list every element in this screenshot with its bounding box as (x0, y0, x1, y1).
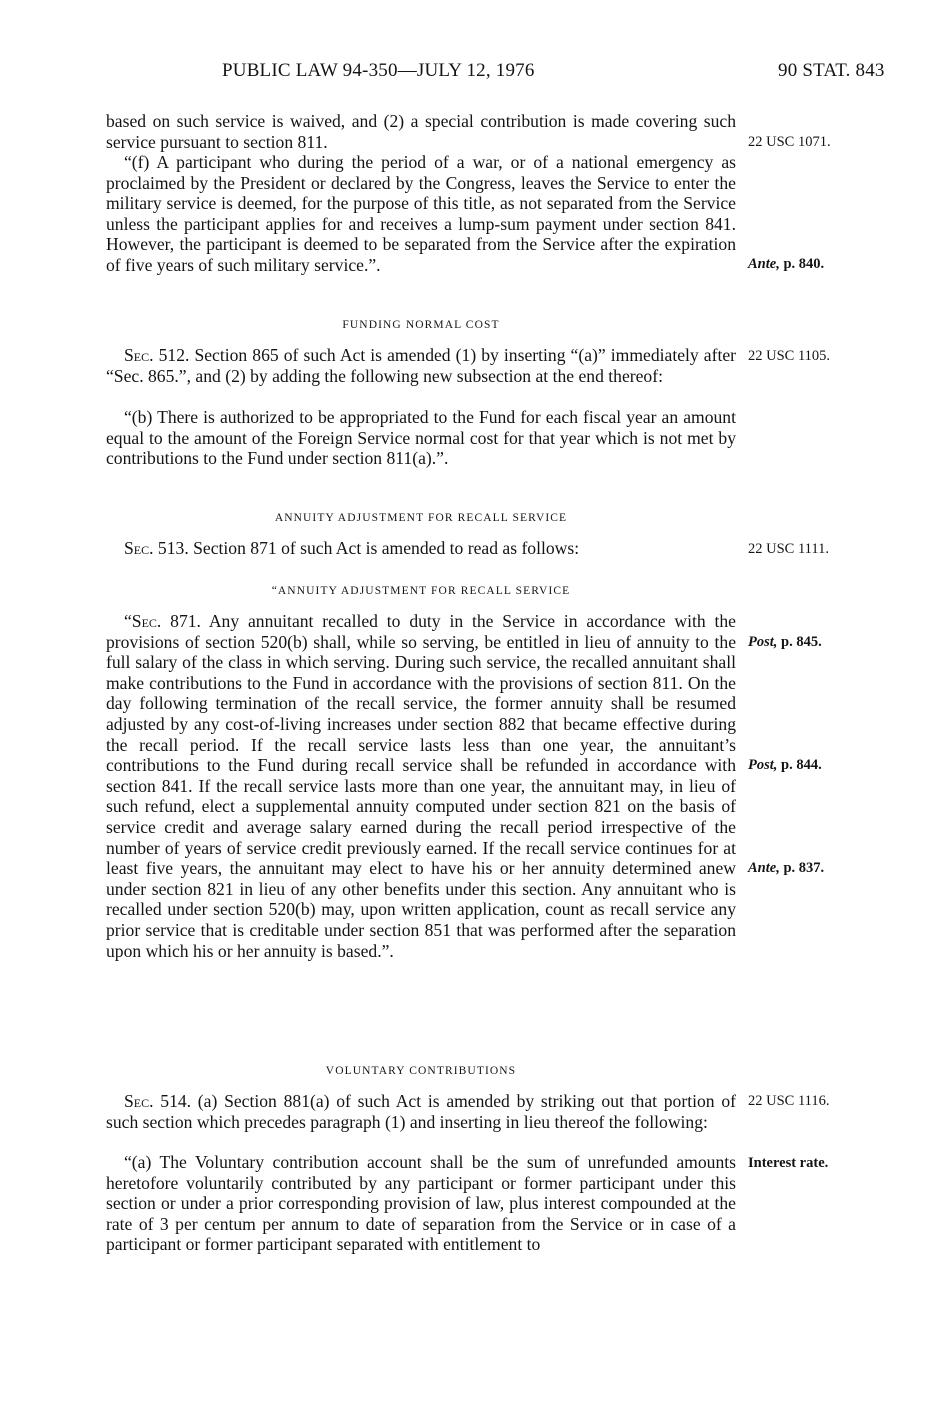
margin-ref-word: Ante, (748, 860, 780, 876)
section-label: Sec. (124, 538, 154, 558)
heading-annuity-adjustment: ANNUITY ADJUSTMENT FOR RECALL SERVICE (274, 512, 568, 524)
paragraph-subsection-b: “(b) There is authorized to be appropriated to the Fund for each fiscal year an amount equal to the amount of the Foreign Service normal cost for that year which is not met by contributions to the Fund under section 811(a).”. (106, 407, 736, 469)
paragraph-sec-871-text: 871. Any annuitant recalled to duty in the Service in accordance with the provisions of section 520(b) shall, while so serving, be entitled in lieu of annuity to the full salary of the class in which serving. During such service, the recalled annuitant shall make contributions to the Fund in accordance with the provisions of section 811. On the day following termination of the recall service, the former annuity shall be resumed adjusted by any cost-of-living increases under section 882 that became effective during the recall period. If the recall service lasts less than one year, the annuitant’s contributions to the Fund during recall service shall be refunded in accordance with section 841. If the recall service lasts more than one year, the annuitant may, in lieu of such refund, elect a supplemental annuity computed under section 821 on the basis of service credit and average salary earned during the recall period irrespective of the number of years of service credit previously earned. If the recall service continues for at least five years, the annuitant may elect to have his or her annuity determined anew under section 821 in lieu of any other benefits under this section. Any annuitant who is recalled under section 520(b) may, upon written application, count as recall service any prior service that is creditable under section 851 that was performed after the separation upon which his or her annuity is based.”. (106, 611, 736, 961)
section-label: “Sec. (124, 611, 162, 631)
statute-page-number: 90 STAT. 843 (778, 60, 885, 81)
margin-ref-page: p. 837. (779, 860, 825, 876)
margin-ref-word: Post, (748, 634, 778, 650)
paragraph-sec-871 (106, 611, 736, 961)
paragraph-sec-512-text: 512. Section 865 of such Act is amended (1) by inserting “(a)” immediately after “Sec. 865.”, and (2) by adding the following new subsection at the end thereof: (106, 345, 736, 386)
margin-note-ante-837 (748, 860, 824, 877)
paragraph-sec-512 (106, 345, 736, 386)
paragraph-sec-514 (106, 1091, 736, 1132)
margin-note-usc-1116: 22 USC 1116. (748, 1093, 830, 1109)
margin-note-usc-1105: 22 USC 1105. (748, 348, 831, 364)
margin-ref-page: p. 845. (777, 634, 822, 650)
paragraph-sec-514-text: 514. (a) Section 881(a) of such Act is amended by striking out that portion of such section which precedes paragraph (1) and inserting in lieu thereof the following: (106, 1091, 736, 1132)
paragraph-continuation: based on such service is waived, and (2) a special contribution is made covering such service pursuant to section 811. (106, 111, 736, 152)
paragraph-sec-513 (106, 538, 736, 559)
paragraph-sec-513-text: 513. Section 871 of such Act is amended to read as follows: (153, 538, 580, 558)
margin-note-post-844 (748, 757, 822, 774)
margin-note-post-845 (748, 634, 822, 651)
margin-ref-page: p. 840. (779, 256, 825, 272)
margin-note-interest-rate: Interest rate. (748, 1155, 829, 1171)
section-label: Sec. (124, 345, 154, 365)
margin-ref-word: Post, (748, 757, 778, 773)
running-header-title: PUBLIC LAW 94-350—JULY 12, 1976 (222, 60, 535, 81)
margin-note-ante-840 (748, 256, 824, 273)
margin-note-usc-1071: 22 USC 1071. (748, 134, 831, 150)
margin-ref-word: Ante, (748, 256, 780, 272)
margin-note-usc-1111: 22 USC 1111. (748, 541, 829, 557)
section-label: Sec. (124, 1091, 154, 1111)
margin-ref-page: p. 844. (777, 757, 822, 773)
paragraph-subsection-a: “(a) The Voluntary contribution account shall be the sum of unrefunded amounts heretofore voluntarily contributed by any participant or former participant under this section or under a prior corresponding provision of law, plus interest compounded at the rate of 3 per centum per annum to date of separation from the Service or in case of a participant or former participant separated with entitlement to (106, 1152, 736, 1255)
heading-annuity-adjustment-quoted: “ANNUITY ADJUSTMENT FOR RECALL SERVICE (271, 585, 571, 597)
heading-voluntary-contributions: VOLUNTARY CONTRIBUTIONS (325, 1065, 517, 1077)
paragraph-subsection-f: “(f) A participant who during the period of a war, or of a national emergency as proclaimed by the President or declared by the Congress, leaves the Service to enter the military service is deemed, for the purpose of this title, as not separated from the Service unless the participant applies for and receives a lump-sum payment under section 841. However, the participant is deemed to be separated from the Service after the expiration of five years of such military service.”. (106, 152, 736, 275)
heading-funding-normal-cost: FUNDING NORMAL COST (342, 319, 500, 331)
